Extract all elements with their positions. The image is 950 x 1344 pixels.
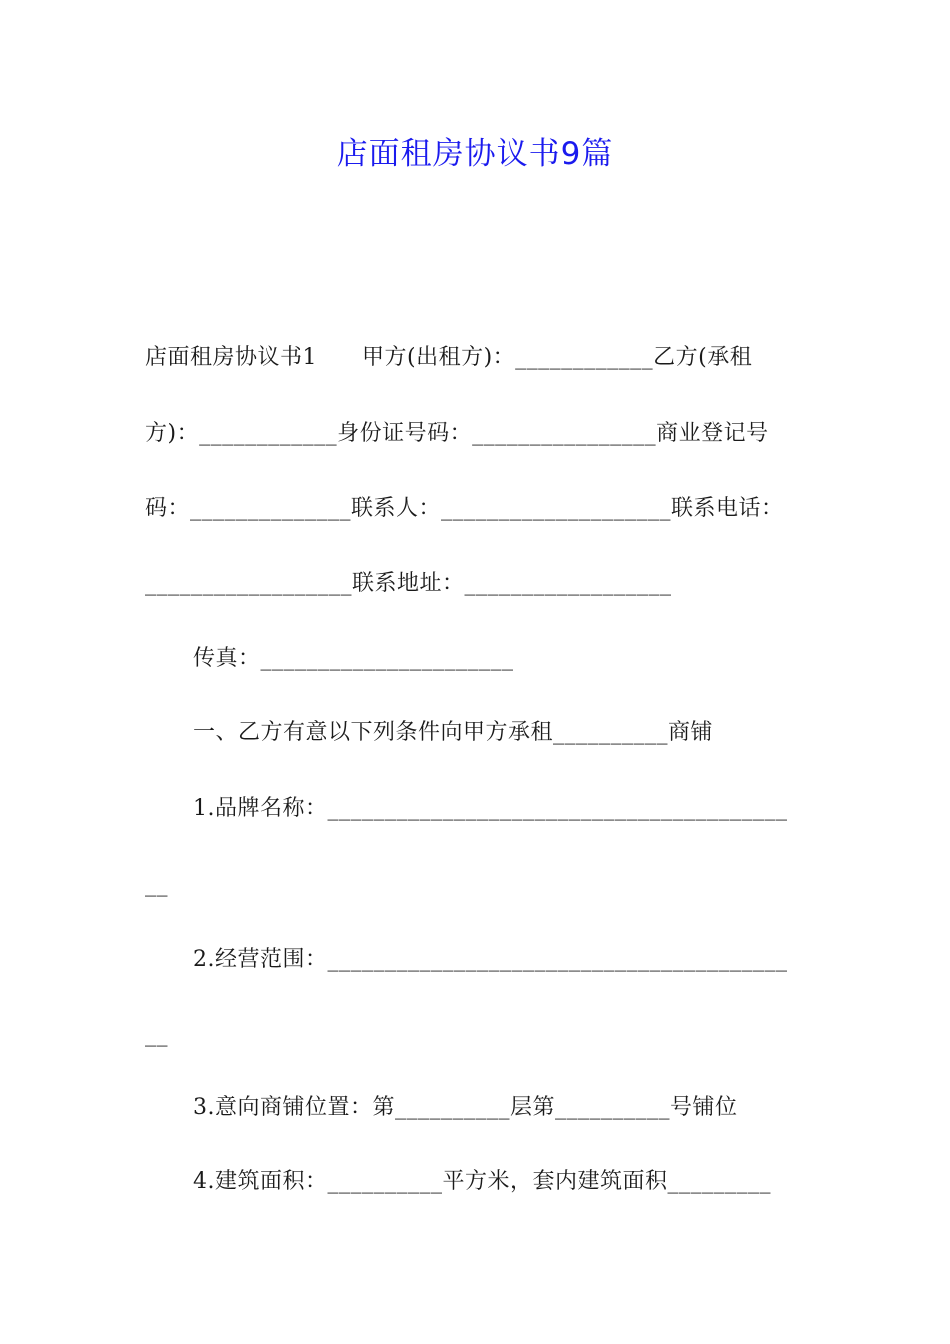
- paragraph-line: 传真：______________________: [193, 646, 514, 671]
- paragraph-line: 1.品牌名称：________________________________________: [193, 796, 788, 821]
- paragraph-line: 店面租房协议书1 甲方(出租方)：____________乙方(承租: [145, 345, 753, 370]
- paragraph-line: 方)：____________身份证号码：________________商业登记号: [145, 421, 769, 446]
- paragraph-line: __: [145, 1022, 168, 1047]
- paragraph-line: __: [145, 872, 168, 897]
- paragraph-line: 2.经营范围：________________________________________: [193, 947, 788, 972]
- document-title: 店面租房协议书9篇: [336, 136, 614, 172]
- paragraph-line: 码：______________联系人：____________________联系电话：: [145, 496, 784, 521]
- paragraph-line: 4.建筑面积：__________平方米，套内建筑面积_________: [193, 1169, 771, 1194]
- paragraph-line: 3.意向商铺位置：第__________层第__________号铺位: [193, 1095, 738, 1120]
- paragraph-line: __________________联系地址：__________________: [145, 571, 672, 596]
- paragraph-line: 一、乙方有意以下列条件向甲方承租__________商铺: [193, 720, 714, 745]
